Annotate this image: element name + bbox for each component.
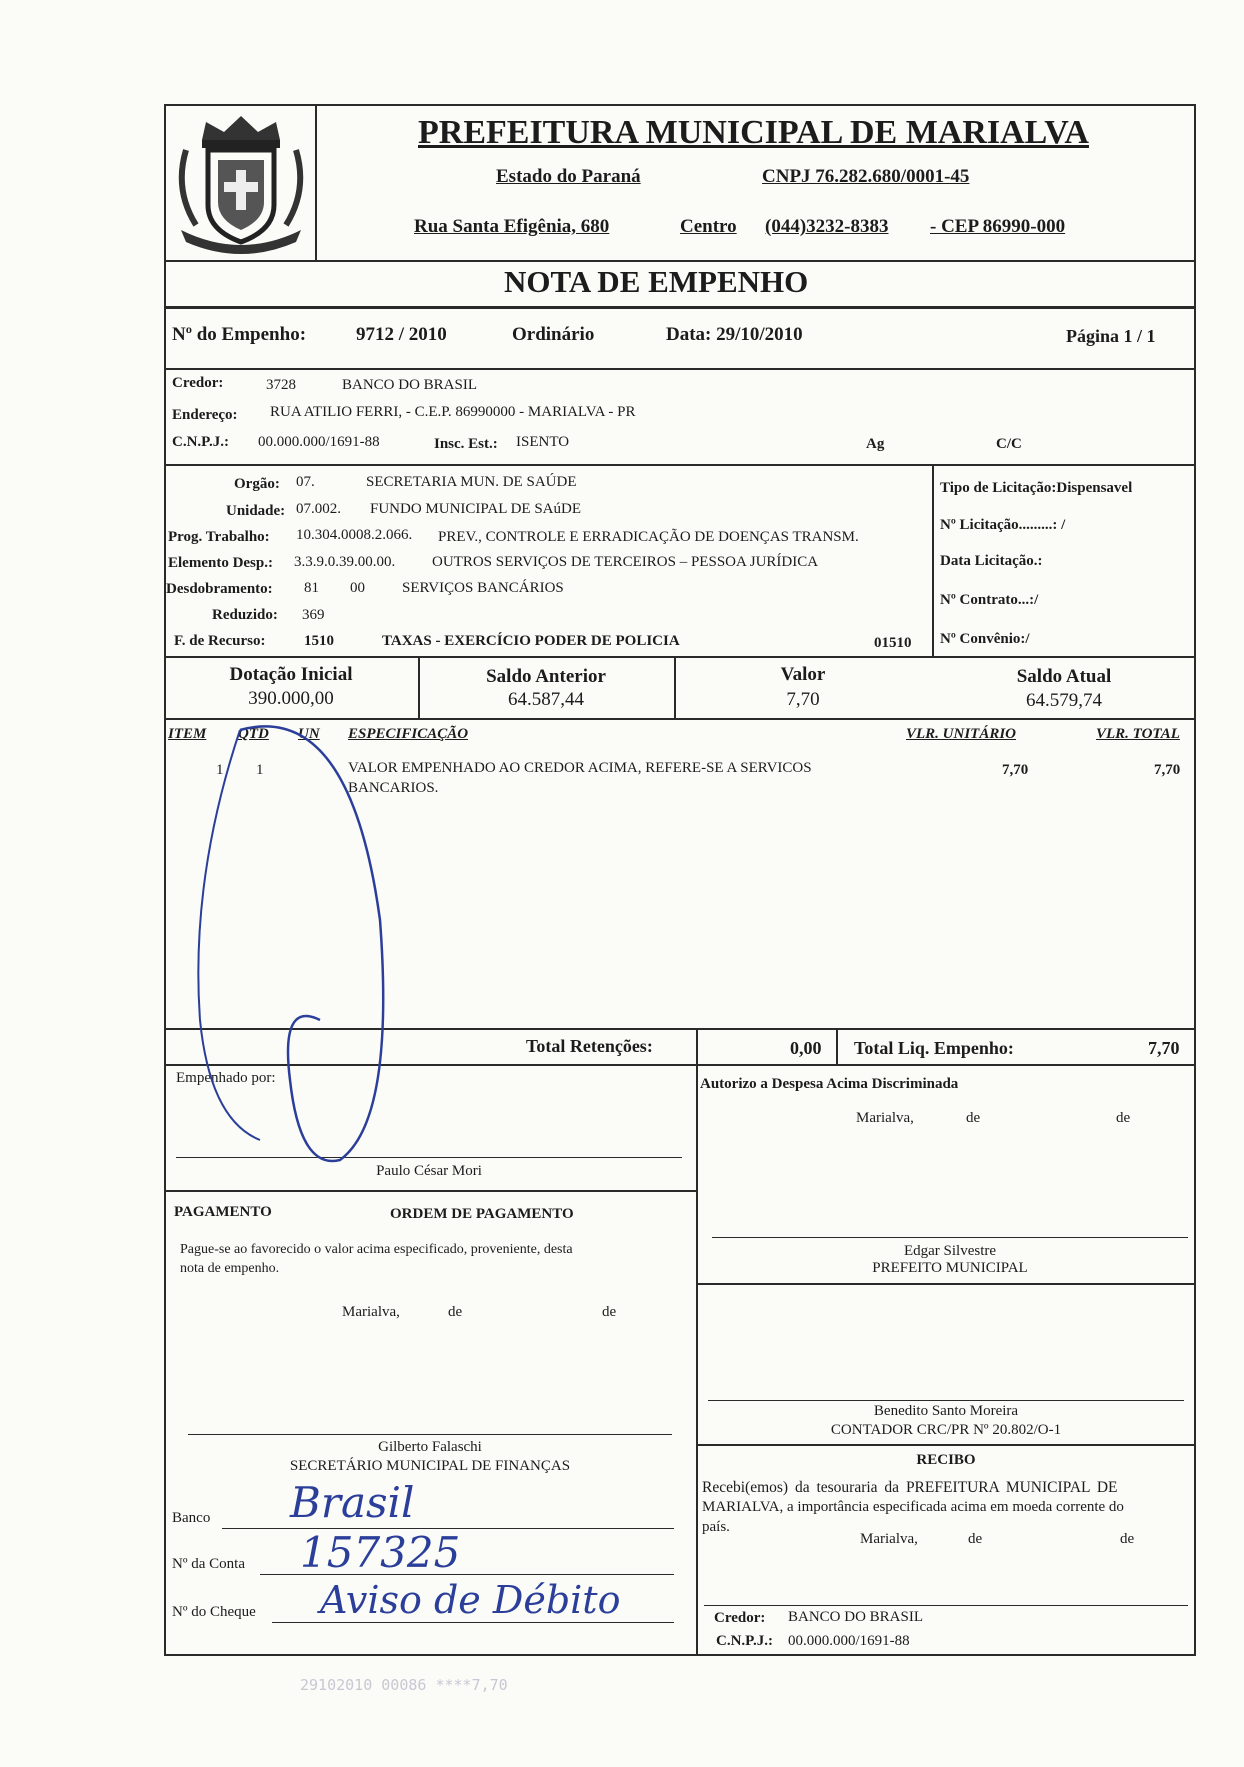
document-title: NOTA DE EMPENHO xyxy=(504,264,809,299)
pagamento-label: PAGAMENTO xyxy=(174,1204,272,1220)
divider xyxy=(164,464,1196,466)
saldo-anterior-label: Saldo Anterior xyxy=(486,666,606,687)
valor-label: Valor xyxy=(780,664,826,685)
empenho-label: Nº do Empenho: xyxy=(172,324,307,345)
licitacao-divider xyxy=(932,464,934,656)
financas-signer: Gilberto Falaschi xyxy=(378,1439,482,1455)
col-item: ITEM xyxy=(168,726,207,742)
orgao-label: Orgão: xyxy=(234,476,280,492)
orgao-code: 07. xyxy=(296,474,315,490)
conta-label: Nº da Conta xyxy=(172,1556,245,1572)
pagamento-text-2: nota de empenho. xyxy=(180,1261,280,1276)
municipality-title: PREFEITURA MUNICIPAL DE MARIALVA xyxy=(418,114,1089,151)
numero-licitacao: Nº Licitação.........: / xyxy=(940,517,1066,533)
recibo-title: RECIBO xyxy=(916,1452,976,1468)
empenho-number: 9712 / 2010 xyxy=(356,324,447,345)
footer-stamp: 29102010 00086 ****7,70 xyxy=(300,1676,508,1694)
elemento-code: 3.3.9.0.39.00.00. xyxy=(294,554,396,570)
liquido-label: Total Liq. Empenho: xyxy=(854,1038,1014,1058)
retencoes-value: 0,00 xyxy=(790,1038,822,1058)
pagamento-de-1: de xyxy=(448,1304,463,1320)
recibo-place: Marialva, xyxy=(860,1531,918,1547)
divider xyxy=(164,368,1196,370)
desdobramento-label: Desdobramento: xyxy=(166,581,273,597)
item-spec-line-1: VALOR EMPENHADO AO CREDOR ACIMA, REFERE-SE A SERVICOS xyxy=(348,760,812,776)
liquido-value: 7,70 xyxy=(1148,1038,1180,1058)
pagamento-place: Marialva, xyxy=(342,1304,400,1320)
divider xyxy=(164,306,1196,309)
credor-cnpj: 00.000.000/1691-88 xyxy=(258,434,380,450)
ordem-label: ORDEM DE PAGAMENTO xyxy=(390,1206,574,1222)
orgao-name: SECRETARIA MUN. DE SAÚDE xyxy=(366,474,577,490)
divider xyxy=(696,1444,1196,1446)
saldo-atual-value: 64.579,74 xyxy=(1026,690,1102,711)
signature-line xyxy=(708,1400,1184,1401)
desdobramento-name: SERVIÇOS BANCÁRIOS xyxy=(402,580,564,596)
credor-address: RUA ATILIO FERRI, - C.E.P. 86990000 - MARIALVA - PR xyxy=(270,404,636,420)
insc-label: Insc. Est.: xyxy=(434,436,498,452)
pagamento-text-1: Pague-se ao favorecido o valor acima especificado, proveniente, desta xyxy=(180,1242,573,1257)
contador-signer: Benedito Santo Moreira xyxy=(873,1403,1019,1419)
autorizo-de-2: de xyxy=(1116,1110,1131,1126)
district: Centro xyxy=(680,216,737,237)
financas-role: SECRETÁRIO MUNICIPAL DE FINANÇAS xyxy=(289,1458,571,1474)
unidade-name: FUNDO MUNICIPAL DE SAúDE xyxy=(370,501,581,517)
signature-line xyxy=(712,1237,1188,1238)
recibo-cnpj-label: C.N.P.J.: xyxy=(716,1633,773,1649)
credor-name: BANCO DO BRASIL xyxy=(342,377,478,393)
saldo-anterior-value: 64.587,44 xyxy=(508,689,584,710)
retencoes-label: Total Retenções: xyxy=(526,1036,653,1056)
ag-label: Ag xyxy=(866,436,885,452)
phone: (044)3232-8383 xyxy=(765,216,889,237)
signature-line xyxy=(704,1605,1188,1606)
desdobramento-code-2: 00 xyxy=(350,580,365,596)
divider xyxy=(164,260,1196,262)
col-qtd: QTD xyxy=(238,726,269,742)
cheque-handwritten: Aviso de Débito xyxy=(320,1578,621,1622)
item-unit-value: 7,70 xyxy=(1002,762,1029,778)
credor-code: 3728 xyxy=(266,377,296,393)
divider xyxy=(164,656,1196,658)
cc-label: C/C xyxy=(996,436,1022,452)
dotacao-inicial-value: 390.000,00 xyxy=(248,688,334,709)
cheque-field-line xyxy=(272,1622,674,1623)
section-divider xyxy=(696,1064,698,1656)
col-un: UN xyxy=(298,726,320,742)
state-name: Estado do Paraná xyxy=(496,166,641,187)
recibo-de-1: de xyxy=(968,1531,983,1547)
dotacao-inicial-label: Dotação Inicial xyxy=(229,664,353,685)
pagamento-de-2: de xyxy=(602,1304,617,1320)
cep: - CEP 86990-000 xyxy=(930,216,1066,237)
empenho-date: Data: 29/10/2010 xyxy=(666,324,803,345)
recibo-line-1: Recebi(emos) da tesouraria da PREFEITURA MUNICIPAL DE xyxy=(702,1479,1118,1496)
divider xyxy=(164,1190,696,1192)
numero-convenio: Nº Convênio:/ xyxy=(940,631,1030,647)
divider xyxy=(696,1283,1196,1285)
signature-scribble-icon xyxy=(180,700,440,1170)
street-address: Rua Santa Efigênia, 680 xyxy=(414,216,610,237)
prefeito-role: PREFEITO MUNICIPAL xyxy=(872,1260,1028,1276)
insc-value: ISENTO xyxy=(516,434,570,450)
autorizo-label: Autorizo a Despesa Acima Discriminada xyxy=(700,1076,959,1092)
item-total-value: 7,70 xyxy=(1154,762,1181,778)
empenhado-signer: Paulo César Mori xyxy=(376,1163,482,1179)
banco-label: Banco xyxy=(172,1510,211,1526)
signature-line xyxy=(188,1434,672,1435)
recibo-credor-label: Credor: xyxy=(714,1610,766,1626)
autorizo-de-1: de xyxy=(966,1110,981,1126)
recibo-line-2: MARIALVA, a importância especificada acima em moeda corrente do xyxy=(702,1499,1124,1515)
numero-contrato: Nº Contrato...:/ xyxy=(940,592,1039,608)
recibo-cnpj: 00.000.000/1691-88 xyxy=(788,1633,910,1649)
unidade-code: 07.002. xyxy=(296,501,341,517)
conta-handwritten: 157325 xyxy=(300,1528,461,1577)
contador-role: CONTADOR CRC/PR Nº 20.802/O-1 xyxy=(830,1422,1062,1438)
item-qtd: 1 xyxy=(256,762,264,778)
recurso-code-2: 01510 xyxy=(874,635,912,651)
prefeito-signer: Edgar Silvestre xyxy=(903,1243,997,1259)
municipality-cnpj: CNPJ 76.282.680/0001-45 xyxy=(762,166,970,187)
credor-label: Credor: xyxy=(172,375,224,391)
tipo-licitacao: Tipo de Licitação:Dispensavel xyxy=(940,480,1133,496)
logo-divider xyxy=(315,104,317,260)
reduzido-value: 369 xyxy=(302,607,325,623)
recurso-label: F. de Recurso: xyxy=(174,633,266,649)
banco-handwritten: Brasil xyxy=(290,1478,415,1527)
recurso-code: 1510 xyxy=(304,633,334,649)
col-vlr-unitario: VLR. UNITÁRIO xyxy=(906,726,1017,742)
saldo-atual-label: Saldo Atual xyxy=(1016,666,1112,687)
recurso-name: TAXAS - EXERCÍCIO PODER DE POLICIA xyxy=(382,633,680,649)
recibo-line-3: país. xyxy=(702,1519,730,1535)
elemento-label: Elemento Desp.: xyxy=(168,555,273,571)
empenho-type: Ordinário xyxy=(512,324,595,345)
unidade-label: Unidade: xyxy=(226,503,286,519)
valor-value: 7,70 xyxy=(786,689,820,710)
cnpj-label: C.N.P.J.: xyxy=(172,434,229,450)
empenhado-label: Empenhado por: xyxy=(176,1070,276,1086)
item-number: 1 xyxy=(216,762,224,778)
recibo-de-2: de xyxy=(1120,1531,1135,1547)
col-especificacao: ESPECIFICAÇÃO xyxy=(348,726,469,742)
page-number: Página 1 / 1 xyxy=(1066,326,1156,346)
desdobramento-code-1: 81 xyxy=(304,580,319,596)
divider xyxy=(696,1028,698,1064)
data-licitacao: Data Licitação.: xyxy=(940,553,1043,569)
elemento-name: OUTROS SERVIÇOS DE TERCEIROS – PESSOA JURÍDICA xyxy=(432,554,819,570)
prog-code: 10.304.0008.2.066. xyxy=(296,527,413,543)
address-label: Endereço: xyxy=(172,407,238,423)
col-vlr-total: VLR. TOTAL xyxy=(1096,726,1180,742)
prog-name: PREV., CONTROLE E ERRADICAÇÃO DE DOENÇAS TRANSM. xyxy=(438,529,859,545)
recibo-credor: BANCO DO BRASIL xyxy=(788,1609,924,1625)
divider xyxy=(836,1028,838,1064)
cheque-label: Nº do Cheque xyxy=(172,1604,256,1620)
prog-label: Prog. Trabalho: xyxy=(168,529,270,545)
reduzido-label: Reduzido: xyxy=(212,607,278,623)
item-spec-line-2: BANCARIOS. xyxy=(348,780,439,796)
coat-of-arms-icon xyxy=(166,110,316,260)
autorizo-place: Marialva, xyxy=(856,1110,914,1126)
